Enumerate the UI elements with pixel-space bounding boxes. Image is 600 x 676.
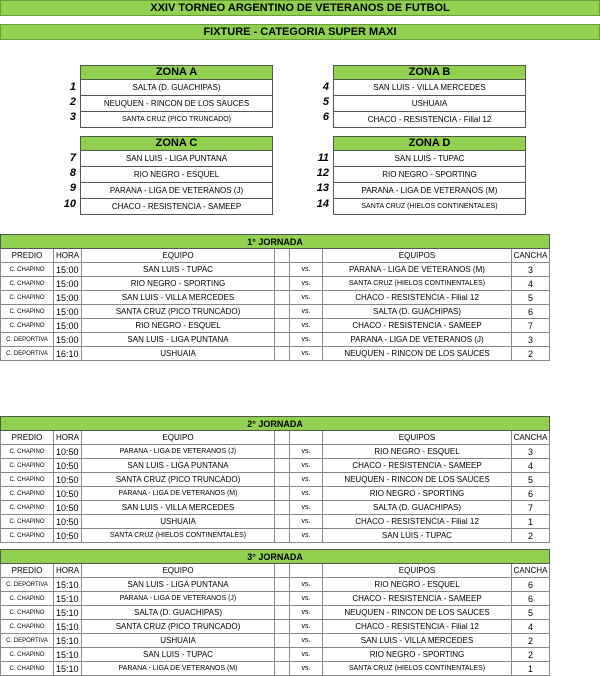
home-team-cell: USHUAIA <box>82 634 275 648</box>
home-team-cell: PARANA - LIGA DE VETERANOS (M) <box>82 662 275 676</box>
home-team-cell: SAN LUIS - LIGA PUNTANA <box>82 333 275 347</box>
hora-cell: 15:10 <box>54 662 82 676</box>
team-number: 6 <box>322 111 329 123</box>
away-team-cell: CHACO - RESISTENCIA - SAMEEP <box>323 319 512 333</box>
blank-cell <box>275 620 290 634</box>
away-team-cell: RIO NEGRO - ESQUEL <box>323 578 512 592</box>
home-team-cell: USHUAIA <box>82 347 275 361</box>
hora-cell: 16:10 <box>54 347 82 361</box>
match-row <box>1 319 550 333</box>
zone-b <box>333 65 526 128</box>
away-team-cell: SAN LUIS - TUPAC <box>323 529 512 543</box>
header-hora: HORA <box>54 431 82 445</box>
away-team-cell: CHACO - RESISTENCIA - SAMEEP <box>323 459 512 473</box>
match-row <box>1 606 550 620</box>
zone-a-team-1: SALTA (D. GUACHIPAS) <box>80 80 273 96</box>
cancha-cell: 3 <box>512 333 550 347</box>
predio-cell: C. CHAPINO <box>1 487 54 501</box>
match-row <box>1 487 550 501</box>
away-team-cell: NEUQUEN - RINCON DE LOS SAUCES <box>323 347 512 361</box>
header-cancha: CANCHA <box>512 564 550 578</box>
cancha-cell: 3 <box>512 445 550 459</box>
predio-cell: C. CHAPINO <box>1 277 54 291</box>
team-number: 13 <box>316 182 329 194</box>
zone-c <box>80 136 273 215</box>
predio-cell: C. CHAPINO <box>1 662 54 676</box>
blank-cell <box>275 333 290 347</box>
vs-cell: vs. <box>290 459 323 473</box>
blank-cell <box>275 578 290 592</box>
hora-cell: 15:00 <box>54 319 82 333</box>
predio-cell: C. DEPORTIVA <box>1 333 54 347</box>
away-team-cell: SANTA CRUZ (HIELOS CONTINENTALES) <box>323 662 512 676</box>
hora-cell: 15:10 <box>54 592 82 606</box>
match-row <box>1 662 550 676</box>
predio-cell: C. CHAPINO <box>1 319 54 333</box>
page-subtitle: FIXTURE - CATEGORIA SUPER MAXI <box>0 24 600 40</box>
away-team-cell: CHACO - RESISTENCIA - SAMEEP <box>323 592 512 606</box>
zone-a-title: ZONA A <box>80 65 273 80</box>
blank-cell <box>275 291 290 305</box>
hora-cell: 15:00 <box>54 291 82 305</box>
predio-cell: C. CHAPINO <box>1 501 54 515</box>
predio-cell: C. CHAPINO <box>1 473 54 487</box>
team-number: 12 <box>316 167 329 179</box>
hora-cell: 15:10 <box>54 620 82 634</box>
cancha-cell: 4 <box>512 277 550 291</box>
cancha-cell: 6 <box>512 487 550 501</box>
team-number: 1 <box>69 81 76 93</box>
home-team-cell: SALTA (D. GUACHIPAS) <box>82 606 275 620</box>
away-team-cell: PARANA - LIGA DE VETERANOS (M) <box>323 263 512 277</box>
zone-d-team-11: SAN LUIS - TUPAC <box>333 151 526 167</box>
away-team-cell: SANTA CRUZ (HIELOS CONTINENTALES) <box>323 277 512 291</box>
match-row <box>1 501 550 515</box>
cancha-cell: 2 <box>512 529 550 543</box>
blank-cell <box>275 606 290 620</box>
cancha-cell: 3 <box>512 263 550 277</box>
blank-cell <box>275 592 290 606</box>
team-number: 14 <box>316 198 329 210</box>
zone-d-team-12: RIO NEGRO - SPORTING <box>333 167 526 183</box>
vs-cell: vs. <box>290 445 323 459</box>
predio-cell: C. CHAPINO <box>1 592 54 606</box>
zone-d-team-14: SANTA CRUZ (HIELOS CONTINENTALES) <box>333 199 526 215</box>
home-team-cell: SAN LUIS - LIGA PUNTANA <box>82 459 275 473</box>
blank-cell <box>275 648 290 662</box>
team-number: 4 <box>322 81 329 93</box>
predio-cell: C. CHAPINO <box>1 263 54 277</box>
zone-c-team-10: CHACO - RESISTENCIA - SAMEEP <box>80 199 273 215</box>
team-number: 9 <box>69 182 76 194</box>
cancha-cell: 6 <box>512 592 550 606</box>
vs-cell: vs. <box>290 592 323 606</box>
team-number: 3 <box>69 111 76 123</box>
zone-d-team-13: PARANA - LIGA DE VETERANOS (M) <box>333 183 526 199</box>
team-number: 5 <box>322 96 329 108</box>
match-row <box>1 648 550 662</box>
table-header-row <box>1 431 550 445</box>
hora-cell: 15:10 <box>54 606 82 620</box>
cancha-cell: 1 <box>512 515 550 529</box>
jornada-title: 3° JORNADA <box>1 550 550 564</box>
home-team-cell: USHUAIA <box>82 515 275 529</box>
hora-cell: 15:00 <box>54 263 82 277</box>
vs-cell: vs. <box>290 319 323 333</box>
away-team-cell: PARANA - LIGA DE VETERANOS (J) <box>323 333 512 347</box>
home-team-cell: SANTA CRUZ (PICO TRUNCADO) <box>82 473 275 487</box>
cancha-cell: 2 <box>512 634 550 648</box>
home-team-cell: PARANA - LIGA DE VETERANOS (J) <box>82 445 275 459</box>
vs-cell: vs. <box>290 515 323 529</box>
team-number: 8 <box>69 167 76 179</box>
match-row <box>1 459 550 473</box>
table-header-row <box>1 564 550 578</box>
predio-cell: C. CHAPINO <box>1 459 54 473</box>
jornada-2-table <box>0 416 550 543</box>
hora-cell: 15:00 <box>54 277 82 291</box>
zone-d-title: ZONA D <box>333 136 526 151</box>
blank-cell <box>275 347 290 361</box>
hora-cell: 15:10 <box>54 648 82 662</box>
vs-cell: vs. <box>290 529 323 543</box>
blank-cell <box>275 487 290 501</box>
vs-cell: vs. <box>290 277 323 291</box>
vs-cell: vs. <box>290 347 323 361</box>
home-team-cell: SAN LUIS - VILLA MERCEDES <box>82 291 275 305</box>
zone-d <box>333 136 526 215</box>
cancha-cell: 7 <box>512 319 550 333</box>
blank-cell <box>275 515 290 529</box>
home-team-cell: SAN LUIS - LIGA PUNTANA <box>82 578 275 592</box>
header-blank <box>290 249 323 263</box>
zone-b-team-6: CHACO - RESISTENCIA - Filial 12 <box>333 112 526 128</box>
zone-c-team-8: RIO NEGRO - ESQUEL <box>80 167 273 183</box>
jornada-3-table <box>0 549 550 676</box>
blank-cell <box>275 459 290 473</box>
vs-cell: vs. <box>290 620 323 634</box>
vs-cell: vs. <box>290 501 323 515</box>
cancha-cell: 5 <box>512 291 550 305</box>
zone-c-team-7: SAN LUIS - LIGA PUNTANA <box>80 151 273 167</box>
vs-cell: vs. <box>290 648 323 662</box>
match-row <box>1 305 550 319</box>
cancha-cell: 5 <box>512 606 550 620</box>
predio-cell: C. CHAPINO <box>1 445 54 459</box>
hora-cell: 15:10 <box>54 634 82 648</box>
match-row <box>1 578 550 592</box>
header-hora: HORA <box>54 249 82 263</box>
predio-cell: C. DEPORTIVA <box>1 578 54 592</box>
cancha-cell: 4 <box>512 620 550 634</box>
away-team-cell: CHACO - RESISTENCIA - Filial 12 <box>323 291 512 305</box>
hora-cell: 10:50 <box>54 501 82 515</box>
predio-cell: C. CHAPINO <box>1 606 54 620</box>
jornada-1-table <box>0 234 550 361</box>
predio-cell: C. CHAPINO <box>1 529 54 543</box>
header-cancha: CANCHA <box>512 249 550 263</box>
cancha-cell: 2 <box>512 347 550 361</box>
predio-cell: C. CHAPINO <box>1 620 54 634</box>
hora-cell: 10:50 <box>54 473 82 487</box>
blank-cell <box>275 529 290 543</box>
match-row <box>1 473 550 487</box>
header-predio: PREDIO <box>1 564 54 578</box>
home-team-cell: RIO NEGRO - ESQUEL <box>82 319 275 333</box>
hora-cell: 10:50 <box>54 459 82 473</box>
header-predio: PREDIO <box>1 431 54 445</box>
blank-cell <box>275 473 290 487</box>
match-row <box>1 445 550 459</box>
vs-cell: vs. <box>290 333 323 347</box>
match-row <box>1 333 550 347</box>
cancha-cell: 1 <box>512 662 550 676</box>
jornada-title: 2° JORNADA <box>1 417 550 431</box>
blank-cell <box>275 445 290 459</box>
predio-cell: C. CHAPINO <box>1 305 54 319</box>
header-equipo: EQUIPO <box>82 431 275 445</box>
table-header-row <box>1 249 550 263</box>
hora-cell: 10:50 <box>54 515 82 529</box>
home-team-cell: SANTA CRUZ (PICO TRUNCADO) <box>82 620 275 634</box>
predio-cell: C. DEPORTIVA <box>1 347 54 361</box>
vs-cell: vs. <box>290 606 323 620</box>
vs-cell: vs. <box>290 291 323 305</box>
header-cancha: CANCHA <box>512 431 550 445</box>
team-number: 11 <box>317 152 329 164</box>
vs-cell: vs. <box>290 263 323 277</box>
home-team-cell: PARANA - LIGA DE VETERANOS (M) <box>82 487 275 501</box>
header-equipos: EQUIPOS <box>323 564 512 578</box>
vs-cell: vs. <box>290 473 323 487</box>
blank-cell <box>275 319 290 333</box>
away-team-cell: SAN LUIS - VILLA MERCEDES <box>323 634 512 648</box>
cancha-cell: 6 <box>512 305 550 319</box>
away-team-cell: NEUQUEN - RINCON DE LOS SAUCES <box>323 606 512 620</box>
predio-cell: C. CHAPINO <box>1 515 54 529</box>
page-title: XXIV TORNEO ARGENTINO DE VETERANOS DE FUTBOL <box>0 0 600 16</box>
team-number: 2 <box>69 96 76 108</box>
blank-cell <box>275 634 290 648</box>
away-team-cell: RIO NEGRO - SPORTING <box>323 648 512 662</box>
header-equipo: EQUIPO <box>82 564 275 578</box>
header-blank <box>275 431 290 445</box>
header-blank <box>290 564 323 578</box>
zone-a-team-2: NEUQUEN - RINCON DE LOS SAUCES <box>80 96 273 112</box>
blank-cell <box>275 277 290 291</box>
match-row <box>1 620 550 634</box>
away-team-cell: CHACO - RESISTENCIA - Filial 12 <box>323 515 512 529</box>
predio-cell: C. CHAPINO <box>1 648 54 662</box>
away-team-cell: RIO NEGRO - ESQUEL <box>323 445 512 459</box>
cancha-cell: 2 <box>512 648 550 662</box>
match-row <box>1 529 550 543</box>
vs-cell: vs. <box>290 578 323 592</box>
blank-cell <box>275 263 290 277</box>
match-row <box>1 634 550 648</box>
hora-cell: 10:50 <box>54 445 82 459</box>
away-team-cell: SALTA (D. GUACHIPAS) <box>323 501 512 515</box>
cancha-cell: 4 <box>512 459 550 473</box>
zone-b-team-5: USHUAIA <box>333 96 526 112</box>
header-hora: HORA <box>54 564 82 578</box>
away-team-cell: NEUQUEN - RINCON DE LOS SAUCES <box>323 473 512 487</box>
zone-b-team-4: SAN LUIS - VILLA MERCEDES <box>333 80 526 96</box>
header-predio: PREDIO <box>1 249 54 263</box>
team-number: 7 <box>69 152 76 164</box>
header-blank <box>275 564 290 578</box>
predio-cell: C. CHAPINO <box>1 291 54 305</box>
match-row <box>1 515 550 529</box>
cancha-cell: 5 <box>512 473 550 487</box>
home-team-cell: PARANA - LIGA DE VETERANOS (J) <box>82 592 275 606</box>
zone-b-title: ZONA B <box>333 65 526 80</box>
home-team-cell: SAN LUIS - TUPAC <box>82 263 275 277</box>
header-equipos: EQUIPOS <box>323 249 512 263</box>
zone-a <box>80 65 273 128</box>
home-team-cell: SANTA CRUZ (PICO TRUNCADO) <box>82 305 275 319</box>
vs-cell: vs. <box>290 487 323 501</box>
away-team-cell: SALTA (D. GUACHIPAS) <box>323 305 512 319</box>
home-team-cell: RIO NEGRO - SPORTING <box>82 277 275 291</box>
home-team-cell: SAN LUIS - VILLA MERCEDES <box>82 501 275 515</box>
zone-c-team-9: PARANA - LIGA DE VETERANOS (J) <box>80 183 273 199</box>
blank-cell <box>275 662 290 676</box>
cancha-cell: 6 <box>512 578 550 592</box>
blank-cell <box>275 501 290 515</box>
away-team-cell: RIO NEGRO - SPORTING <box>323 487 512 501</box>
header-blank <box>290 431 323 445</box>
away-team-cell: CHACO - RESISTENCIA - Filial 12 <box>323 620 512 634</box>
header-blank <box>275 249 290 263</box>
zone-c-title: ZONA C <box>80 136 273 151</box>
hora-cell: 15:00 <box>54 333 82 347</box>
blank-cell <box>275 305 290 319</box>
predio-cell: C. DEPORTIVA <box>1 634 54 648</box>
hora-cell: 15:00 <box>54 305 82 319</box>
match-row <box>1 263 550 277</box>
jornada-title: 1° JORNADA <box>1 235 550 249</box>
hora-cell: 15:10 <box>54 578 82 592</box>
home-team-cell: SAN LUIS - TUPAC <box>82 648 275 662</box>
header-equipos: EQUIPOS <box>323 431 512 445</box>
match-row <box>1 277 550 291</box>
match-row <box>1 291 550 305</box>
team-number: 10 <box>63 198 76 210</box>
hora-cell: 10:50 <box>54 529 82 543</box>
hora-cell: 10:50 <box>54 487 82 501</box>
match-row <box>1 347 550 361</box>
match-row <box>1 592 550 606</box>
home-team-cell: SANTA CRUZ (HIELOS CONTINENTALES) <box>82 529 275 543</box>
header-equipo: EQUIPO <box>82 249 275 263</box>
cancha-cell: 7 <box>512 501 550 515</box>
zone-a-team-3: SANTA CRUZ (PICO TRUNCADO) <box>80 112 273 128</box>
vs-cell: vs. <box>290 662 323 676</box>
vs-cell: vs. <box>290 305 323 319</box>
vs-cell: vs. <box>290 634 323 648</box>
